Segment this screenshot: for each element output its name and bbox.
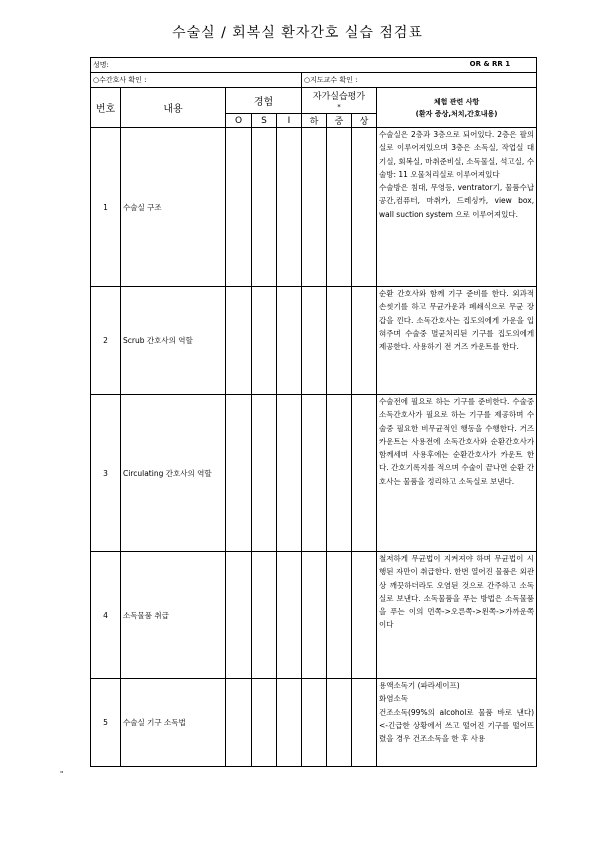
row-number: 4 <box>91 552 121 679</box>
check-cell[interactable] <box>277 128 302 287</box>
row-content: 수술실 기구 소독법 <box>121 679 226 767</box>
name-row <box>91 58 537 73</box>
row-notes-text: 수술방은 침대, 무영등, ventrator기, 물품수납공간,컴퓨터, 마취카, 드레싱카, view box, wall suction system 으로 이루어져있다. <box>379 183 535 219</box>
row-notes-text: 화염소독 <box>379 694 408 704</box>
row-content: Scrub 간호사의 역할 <box>121 287 226 395</box>
table-row <box>91 287 537 395</box>
check-cell[interactable] <box>302 395 327 552</box>
row-content: Circulating 간호사의 역할 <box>121 395 226 552</box>
check-cell[interactable] <box>226 128 252 287</box>
check-cell[interactable] <box>277 287 302 395</box>
header-exp-o: O <box>226 114 252 128</box>
row-notes <box>377 287 537 395</box>
table-row <box>91 395 537 552</box>
header-self-eval-sub: * <box>337 102 341 111</box>
header-eval-mid: 중 <box>327 114 352 128</box>
row-number: 5 <box>91 679 121 767</box>
page-title: 수술실 / 회복실 환자간호 실습 점검표 <box>172 25 423 41</box>
row-notes <box>377 552 537 679</box>
header-self-eval-label: 자가실습평가 <box>312 91 366 102</box>
check-cell[interactable] <box>352 128 377 287</box>
header-experience: 경험 <box>226 88 302 114</box>
row-notes <box>377 395 537 552</box>
row-notes-text: 순환 간호사와 함께 기구 준비를 한다. 외과적 손씻기를 하고 무균가운과 폐쇄식으로 무균 장갑을 낀다. 소독간호사는 집도의에게 가운을 입혀주며 수술중 멸균처리된 기구를 집도의에게 제공한다. 사용하기 전 거즈 카운트를 한다. <box>379 289 535 352</box>
row-number: 2 <box>91 287 121 395</box>
header-content: 내용 <box>121 88 226 128</box>
check-cell[interactable] <box>352 395 377 552</box>
row-notes-text: 용액소독기 (파라세이프) <box>379 681 460 690</box>
check-cell[interactable] <box>252 128 277 287</box>
check-cell[interactable] <box>327 287 352 395</box>
check-cell[interactable] <box>226 552 252 679</box>
row-notes-text: 철저하게 무균법이 지켜져야 하며 무균법이 시행된 자만이 취급한다. 한번 열어진 물품은 외관상 깨끗하더라도 오염된 것으로 간주하고 소독실로 보낸다. 소독물품을 푸는 방법은 소독물품을 푸는 이의 먼쪽->오른쪽->왼쪽->가까운쪽 이다 <box>379 554 535 630</box>
check-cell[interactable] <box>277 679 302 767</box>
row-content: 소독물품 취급 <box>121 552 226 679</box>
header-exp-s: S <box>252 114 277 128</box>
check-cell[interactable] <box>252 395 277 552</box>
header-notes <box>377 88 537 128</box>
check-cell[interactable] <box>327 552 352 679</box>
row-content: 수술실 구조 <box>121 128 226 287</box>
row-notes-text: 건조소독(99%의 alcohol로 물품 바로 낸다) <-긴급한 상황에서 쓰고 떨어진 기구를 떨어뜨렸을 경우 건조소독을 한 후 사용 <box>379 707 535 744</box>
check-cell[interactable] <box>302 128 327 287</box>
professor-check: ○지도교수 확인 : <box>302 73 537 88</box>
header-notes-sub: (환자 증상,처치,간호내용) <box>415 109 498 118</box>
check-cell[interactable] <box>302 287 327 395</box>
header-exp-i: I <box>277 114 302 128</box>
header-notes-title: 체험 관련 사항 <box>433 97 480 106</box>
form-code: OR & RR 1 <box>469 60 511 68</box>
check-cell[interactable] <box>302 552 327 679</box>
header-eval-high: 상 <box>352 114 377 128</box>
check-cell[interactable] <box>226 395 252 552</box>
table-row <box>91 679 537 767</box>
checklist-table <box>90 57 537 767</box>
name-label: 성명: <box>93 61 109 69</box>
page-mark: " <box>60 770 64 778</box>
table-row <box>91 128 537 287</box>
check-cell[interactable] <box>277 552 302 679</box>
check-cell[interactable] <box>352 679 377 767</box>
check-cell[interactable] <box>252 552 277 679</box>
check-cell[interactable] <box>252 679 277 767</box>
header-number: 번호 <box>91 88 121 128</box>
check-cell[interactable] <box>327 395 352 552</box>
check-cell[interactable] <box>226 287 252 395</box>
check-cell[interactable] <box>327 679 352 767</box>
check-cell[interactable] <box>252 287 277 395</box>
row-notes <box>377 128 537 287</box>
table-row <box>91 552 537 679</box>
check-cell[interactable] <box>302 679 327 767</box>
check-cell[interactable] <box>327 128 352 287</box>
row-notes <box>377 679 537 767</box>
row-notes-text: 수술전에 필요로 하는 기구를 준비한다. 수술중 소독간호사가 필요로 하는 기구를 제공하며 수술중 필요한 비무균적인 행동을 수행한다. 거즈카운트는 사용전에 소독간호사와 순환간호사가 함께세며 사용후에는 순환간호사가 카운트 한다. 간호기록지를 적으며 수술이 끝나면 순환 간호사는 물품을 정리하고 소독실로 보낸다. <box>379 397 535 486</box>
check-cell[interactable] <box>352 287 377 395</box>
row-notes-text: 수술실은 2층과 3층으로 되어있다. 2층은 팔의실로 이루어져있으며 3층은 소독실, 작업실 대기실, 회복실, 마취준비실, 소독물실, 석고실, 수술방: 11 오물처리실로 이루어져있다 <box>379 130 535 179</box>
check-cell[interactable] <box>352 552 377 679</box>
header-eval-low: 하 <box>302 114 327 128</box>
check-cell[interactable] <box>226 679 252 767</box>
row-number: 3 <box>91 395 121 552</box>
header-self-eval <box>302 88 377 114</box>
nurse-check: ○수간호사 확인 : <box>91 73 302 88</box>
check-cell[interactable] <box>277 395 302 552</box>
row-number: 1 <box>91 128 121 287</box>
